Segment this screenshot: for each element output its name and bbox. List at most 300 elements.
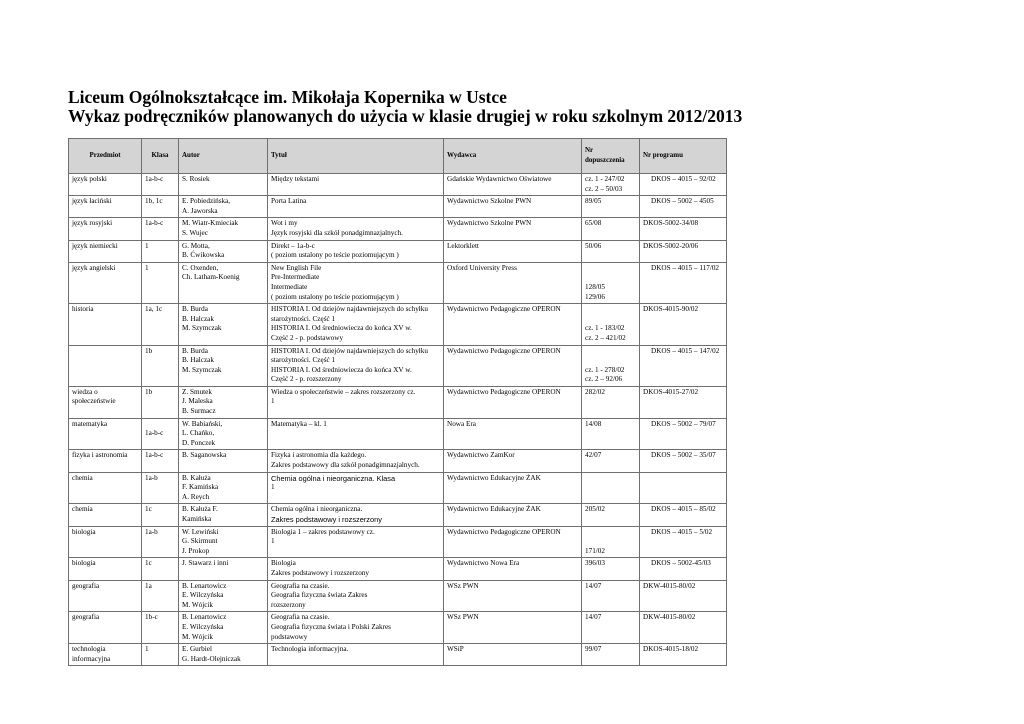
title-cell	[268, 450, 444, 472]
subject-cell	[69, 472, 142, 504]
program-number-text: DKW-4015-80/02	[643, 581, 696, 590]
publisher-cell	[444, 386, 582, 418]
approval-number-cell	[582, 644, 640, 666]
title-cell-line: Geografia fizyczna świata i Polski Zakres	[271, 622, 391, 631]
title-cell-line: 1	[271, 483, 275, 492]
class-cell	[142, 174, 179, 196]
class-cell	[142, 526, 179, 558]
publisher-cell	[444, 612, 582, 644]
class-cell	[142, 345, 179, 386]
author-cell-line: E. Gurbiel	[182, 645, 212, 654]
title-cell-line: ( poziom ustalony po teście poziomującym )	[271, 251, 399, 260]
list-title: Wykaz podręczników planowanych do użycia w klasie drugiej w roku szkolnym 2012/2013	[68, 106, 743, 126]
program-number-text: DKOS-4015-90/02	[643, 305, 699, 314]
title-cell-line: Wiedza o społeczeństwie – zakres rozszerzony cz.	[271, 387, 416, 396]
subject-cell-line: historia	[72, 305, 94, 314]
class-cell	[142, 644, 179, 666]
program-number-cell	[640, 558, 727, 580]
program-number-cell	[640, 240, 727, 262]
program-number-cell	[640, 418, 727, 450]
header-publisher: Wydawca	[444, 139, 582, 174]
program-number-cell	[640, 472, 727, 504]
author-cell-line: S. Rosiek	[182, 175, 210, 183]
publisher-cell-line: Wydawnictwo Szkolne PWN	[447, 197, 532, 206]
class-cell-line: 1a-b-c	[145, 429, 164, 438]
program-number-text: DKOS – 5002 – 4505	[651, 197, 714, 206]
class-cell-line: 1a	[145, 581, 152, 590]
table-row	[69, 240, 727, 262]
subject-cell-line: język łaciński	[72, 197, 112, 206]
title-cell-line: HISTORIA I. Od średniowiecza do końca XV w.	[271, 365, 412, 374]
title-cell-line: podstawowy	[271, 632, 308, 641]
class-cell	[142, 580, 179, 612]
approval-number-cell-line: 14/08	[585, 419, 602, 428]
author-cell-line: B. Burda	[182, 346, 208, 355]
title-cell	[268, 262, 444, 303]
approval-number-cell-line: 65/08	[585, 219, 602, 228]
program-number-cell	[640, 612, 727, 644]
approval-number-cell	[582, 174, 640, 196]
approval-number-cell-line: 282/02	[585, 387, 605, 396]
title-cell	[268, 196, 444, 218]
publisher-cell-line: Nowa Era	[447, 419, 476, 428]
title-cell-line: rozszerzony	[271, 600, 306, 609]
subject-cell	[69, 526, 142, 558]
class-cell-line: 1a-b-c	[145, 175, 164, 183]
table-body	[69, 174, 727, 666]
header-approval-number	[582, 139, 640, 174]
title-cell-line: Zakres podstawowy i rozszerzony	[271, 515, 382, 524]
approval-number-cell-line: 396/03	[585, 559, 605, 568]
program-number-text: DKOS-5002-34/08	[643, 219, 699, 228]
program-number-text: DKOS – 4015 – 85/02	[651, 505, 716, 514]
class-cell	[142, 240, 179, 262]
class-cell	[142, 612, 179, 644]
author-cell-line: M. Szymczak	[182, 365, 222, 374]
title-cell-line: Pre-Intermediate	[271, 273, 320, 282]
document-header	[68, 88, 742, 126]
approval-number-cell	[582, 580, 640, 612]
author-cell	[179, 218, 268, 240]
approval-number-cell	[582, 504, 640, 526]
title-cell-line: Chemia ogólna i nieorganiczna.	[271, 505, 363, 514]
publisher-cell	[444, 304, 582, 345]
author-cell	[179, 418, 268, 450]
class-cell-line: 1b	[145, 387, 153, 396]
publisher-cell	[444, 504, 582, 526]
approval-number-cell-line: 50/06	[585, 241, 602, 250]
subject-cell-line: fizyka i astronomia	[72, 451, 128, 460]
subject-cell-line: język rosyjski	[72, 219, 113, 228]
publisher-cell-line: Wydawnictwo Pedagogiczne OPERON	[447, 387, 561, 396]
class-cell-line: 1a-b-c	[145, 451, 164, 460]
subject-cell-line: język polski	[72, 175, 107, 183]
publisher-cell	[444, 558, 582, 580]
subject-cell	[69, 174, 142, 196]
publisher-cell	[444, 418, 582, 450]
program-number-cell	[640, 196, 727, 218]
program-number-text: DKOS-5002-20/06	[643, 241, 699, 250]
class-cell	[142, 304, 179, 345]
title-cell-line: Intermediate	[271, 282, 308, 291]
title-cell	[268, 218, 444, 240]
title-cell	[268, 240, 444, 262]
program-number-cell	[640, 218, 727, 240]
program-number-cell	[640, 504, 727, 526]
approval-number-cell-line: 99/07	[585, 645, 602, 654]
approval-number-cell	[582, 418, 640, 450]
author-cell-line: Kamińska	[182, 515, 212, 523]
subject-cell-line: język niemiecki	[72, 241, 118, 250]
publisher-cell-line: WSiP	[447, 645, 464, 654]
school-title: Liceum Ogólnokształcące im. Mikołaja Kopernika w Ustce	[68, 87, 507, 107]
publisher-cell-line: Wydawnictwo Nowa Era	[447, 559, 520, 568]
title-cell-line: Zakres podstawowy dla szkół ponadgimnazjalnych.	[271, 461, 420, 470]
table-row	[69, 472, 727, 504]
title-cell-line: HISTORIA I. Od dziejów najdawniejszych do schyłku	[271, 305, 428, 314]
class-cell	[142, 418, 179, 450]
title-cell-line: Fizyka i astronomia dla każdego.	[271, 451, 367, 460]
class-cell	[142, 386, 179, 418]
program-number-cell	[640, 526, 727, 558]
title-cell	[268, 304, 444, 345]
title-cell	[268, 644, 444, 666]
class-cell-line: 1b-c	[145, 613, 158, 622]
header-approval-line2: dopuszczenia	[585, 156, 625, 164]
title-cell-line: HISTORIA I. Od średniowiecza do końca XV w.	[271, 324, 412, 333]
author-cell-line: D. Ponczek	[182, 438, 216, 447]
author-cell	[179, 580, 268, 612]
title-cell-line: New English File	[271, 263, 322, 272]
class-cell	[142, 262, 179, 303]
title-cell	[268, 526, 444, 558]
approval-number-cell	[582, 558, 640, 580]
approval-number-cell-line: cz. 1 - 247/02	[585, 175, 625, 183]
title-cell-line: HISTORIA I. Od dziejów najdawniejszych do schyłku	[271, 346, 428, 355]
subject-cell-line: geografia	[72, 581, 100, 590]
author-cell-line: M. Szymczak	[182, 324, 222, 333]
title-cell	[268, 418, 444, 450]
class-cell	[142, 558, 179, 580]
author-cell	[179, 345, 268, 386]
table-row	[69, 304, 727, 345]
author-cell	[179, 174, 268, 196]
program-number-text: DKOS – 4015 – 5/02	[651, 527, 713, 536]
program-number-cell	[640, 345, 727, 386]
approval-number-cell	[582, 472, 640, 504]
title-cell-line: Porta Latina	[271, 197, 307, 206]
program-number-cell	[640, 644, 727, 666]
subject-cell-line: wiedza o	[72, 387, 98, 396]
author-cell-line: B. Lenartowicz	[182, 613, 227, 622]
approval-number-cell-line: cz. 1 - 183/02	[585, 324, 625, 333]
program-number-cell	[640, 304, 727, 345]
author-cell-line: M. Wójcik	[182, 600, 214, 609]
header-program-number: Nr programu	[640, 139, 727, 174]
approval-number-cell-line: cz. 2 – 92/06	[585, 375, 623, 384]
publisher-cell-line: Wydawnictwo Pedagogiczne OPERON	[447, 527, 561, 536]
title-cell-line: ( poziom ustalony po teście poziomującym )	[271, 292, 399, 301]
subject-cell	[69, 580, 142, 612]
class-cell	[142, 504, 179, 526]
publisher-cell	[444, 196, 582, 218]
approval-number-cell	[582, 240, 640, 262]
subject-cell	[69, 612, 142, 644]
subject-cell	[69, 418, 142, 450]
program-number-text: DKOS – 5002-45/03	[651, 559, 711, 568]
author-cell-line: B. Halczak	[182, 356, 214, 365]
textbook-table	[68, 138, 727, 666]
publisher-cell-line: Wydawnictwo ZamKor	[447, 451, 515, 460]
publisher-cell	[444, 580, 582, 612]
class-cell-line: 1a-b	[145, 473, 158, 482]
author-cell	[179, 386, 268, 418]
publisher-cell-line: Wydawnictwo Edukacyjne ŻAK	[447, 473, 541, 482]
title-cell-line: Wot i my	[271, 219, 298, 228]
approval-number-cell	[582, 450, 640, 472]
author-cell	[179, 612, 268, 644]
subject-cell-line: chemia	[72, 505, 93, 514]
program-number-cell	[640, 262, 727, 303]
table-row	[69, 418, 727, 450]
table-row	[69, 504, 727, 526]
class-cell-line: 1a-b	[145, 527, 158, 536]
program-number-cell	[640, 580, 727, 612]
approval-number-cell-line: 205/02	[585, 505, 605, 514]
table-header-row	[69, 139, 727, 174]
title-cell-line: Technologia informacyjna.	[271, 645, 349, 654]
program-number-text: DKOS-4015-18/02	[643, 645, 699, 654]
approval-number-cell-line: 42/07	[585, 451, 602, 460]
table-row	[69, 450, 727, 472]
subject-cell-line: chemia	[72, 473, 93, 482]
subject-cell-line: informacyjna	[72, 654, 111, 663]
author-cell-line: E. Pobiedzińska,	[182, 197, 231, 206]
publisher-cell	[444, 644, 582, 666]
title-cell	[268, 558, 444, 580]
table-row	[69, 218, 727, 240]
publisher-cell	[444, 174, 582, 196]
author-cell-line: S. Wujec	[182, 228, 208, 237]
title-cell-line: Geografia na czasie.	[271, 581, 330, 590]
approval-number-cell-line: 171/02	[585, 546, 605, 555]
class-cell	[142, 472, 179, 504]
author-cell-line: E. Wilczyńska	[182, 591, 224, 600]
publisher-cell	[444, 526, 582, 558]
program-number-cell	[640, 450, 727, 472]
subject-cell-line: biologia	[72, 559, 96, 568]
program-number-text: DKW-4015-80/02	[643, 613, 696, 622]
publisher-cell	[444, 472, 582, 504]
subject-cell-line: biologia	[72, 527, 96, 536]
author-cell-line: B. Lenartowicz	[182, 581, 227, 590]
title-cell-line: Zakres podstawowy i rozszerzony	[271, 568, 369, 577]
approval-number-cell	[582, 526, 640, 558]
author-cell-line: C. Oxenden,	[182, 263, 219, 272]
publisher-cell-line: Wydawnictwo Pedagogiczne OPERON	[447, 305, 561, 314]
author-cell	[179, 240, 268, 262]
approval-number-cell-line: 89/05	[585, 197, 602, 206]
title-cell	[268, 612, 444, 644]
author-cell-line: J. Stawarz i inni	[182, 559, 229, 568]
subject-cell	[69, 345, 142, 386]
approval-number-cell-line: cz. 1 - 278/02	[585, 365, 625, 374]
author-cell	[179, 196, 268, 218]
author-cell-line: L. Chańko,	[182, 429, 215, 438]
publisher-cell-line: Wydawnictwo Szkolne PWN	[447, 219, 532, 228]
approval-number-cell-line: cz. 2 – 421/02	[585, 333, 626, 342]
program-number-cell	[640, 174, 727, 196]
author-cell-line: B. Halczak	[182, 314, 214, 323]
subject-cell-line: język angielski	[72, 263, 116, 272]
header-approval-line1: Nr	[585, 146, 594, 155]
class-cell	[142, 450, 179, 472]
publisher-cell-line: Oxford University Press	[447, 263, 517, 272]
title-cell-line: Część 2 - p. rozszerzony	[271, 375, 342, 384]
title-cell-line: Biologia	[271, 559, 296, 568]
subject-cell	[69, 304, 142, 345]
author-cell	[179, 526, 268, 558]
author-cell-line: G. Motta,	[182, 241, 210, 250]
author-cell	[179, 558, 268, 580]
title-cell-line: Geografia fizyczna świata Zakres	[271, 591, 368, 600]
subject-cell	[69, 558, 142, 580]
author-cell-line: E. Wilczyńska	[182, 622, 224, 631]
title-cell-line: Matematyka – kl. 1	[271, 419, 327, 428]
publisher-cell-line: WSz PWN	[447, 613, 479, 622]
author-cell	[179, 262, 268, 303]
publisher-cell-line: Lektorklett	[447, 241, 479, 250]
approval-number-cell-line: 14/07	[585, 613, 602, 622]
author-cell	[179, 644, 268, 666]
subject-cell-line: społeczeństwie	[72, 397, 116, 406]
publisher-cell	[444, 262, 582, 303]
table-row	[69, 386, 727, 418]
publisher-cell-line: Wydawnictwo Pedagogiczne OPERON	[447, 346, 561, 355]
header-author: Autor	[179, 139, 268, 174]
approval-number-cell	[582, 612, 640, 644]
approval-number-cell	[582, 196, 640, 218]
author-cell-line: B. Surmacz	[182, 407, 216, 416]
author-cell	[179, 450, 268, 472]
program-number-text: DKOS – 5002 – 35/07	[651, 451, 716, 460]
subject-cell-line: geografia	[72, 613, 100, 622]
publisher-cell-line: WSz PWN	[447, 581, 479, 590]
title-cell	[268, 472, 444, 504]
title-cell-line: Biologia 1 – zakres podstawowy cz.	[271, 527, 375, 536]
subject-cell	[69, 196, 142, 218]
approval-number-cell-line: 129/06	[585, 292, 605, 301]
title-cell-line: Direkt – 1a-b-c	[271, 241, 315, 250]
title-cell-line: Język rosyjski dla szkół ponadgimnazjalnych.	[271, 228, 403, 237]
approval-number-cell	[582, 345, 640, 386]
program-number-text: DKOS-4015-27/02	[643, 387, 699, 396]
class-cell-line: 1b, 1c	[145, 197, 163, 206]
table-row	[69, 196, 727, 218]
author-cell-line: J. Prokop	[182, 546, 210, 555]
subject-cell	[69, 262, 142, 303]
class-cell-line: 1	[145, 241, 149, 250]
title-cell	[268, 580, 444, 612]
title-cell-line: 1	[271, 537, 275, 546]
title-cell-line: 1	[271, 397, 275, 406]
table-row	[69, 345, 727, 386]
publisher-cell-line: Gdańskie Wydawnictwo Oświatowe	[447, 175, 552, 183]
author-cell-line: B. Burda	[182, 305, 208, 314]
approval-number-cell	[582, 218, 640, 240]
class-cell-line: 1a, 1c	[145, 305, 163, 314]
program-number-text: DKOS – 5002 – 79/07	[651, 419, 716, 428]
approval-number-cell	[582, 262, 640, 303]
table-row	[69, 174, 727, 196]
author-cell-line: G. Hardt-Olejniczak	[182, 654, 241, 663]
author-cell-line: B. Ćwikowska	[182, 251, 225, 260]
author-cell-line: W. Babiański,	[182, 419, 223, 428]
class-cell	[142, 218, 179, 240]
author-cell-line: B. Kałuża F.	[182, 505, 218, 514]
program-number-text: DKOS – 4015 – 147/02	[651, 346, 720, 355]
program-number-text: DKOS – 4015 – 92/02	[651, 175, 716, 183]
header-subject: Przedmiot	[69, 139, 142, 174]
subject-cell	[69, 644, 142, 666]
approval-number-cell-line: 14/07	[585, 581, 602, 590]
author-cell-line: Z. Smutek	[182, 387, 212, 396]
author-cell-line: M. Wójcik	[182, 632, 214, 641]
subject-cell-line: technologia	[72, 645, 106, 654]
author-cell	[179, 504, 268, 526]
class-cell-line: 1	[145, 645, 149, 654]
title-cell-line: starożytności. Część 1	[271, 314, 336, 323]
class-cell-line: 1c	[145, 559, 152, 568]
program-number-cell	[640, 386, 727, 418]
publisher-cell	[444, 218, 582, 240]
table-row	[69, 612, 727, 644]
author-cell-line: J. Maleska	[182, 397, 213, 406]
author-cell-line: A. Reych	[182, 492, 210, 501]
class-cell-line: 1a-b-c	[145, 219, 164, 228]
table-row	[69, 644, 727, 666]
title-cell	[268, 504, 444, 526]
publisher-cell-line: Wydawnictwo Edukacyjne ŻAK	[447, 505, 541, 514]
program-number-text: DKOS – 4015 – 117/02	[651, 263, 720, 272]
approval-number-cell-line: 128/05	[585, 282, 605, 291]
publisher-cell	[444, 240, 582, 262]
title-cell-line: Część 2 - p. podstawowy	[271, 333, 344, 342]
header-class: Klasa	[142, 139, 179, 174]
author-cell-line: W. Lewiński	[182, 527, 219, 536]
header-title: Tytuł	[268, 139, 444, 174]
class-cell-line: 1	[145, 263, 149, 272]
subject-cell-line: matematyka	[72, 419, 108, 428]
table-row	[69, 580, 727, 612]
author-cell-line: A. Jaworska	[182, 206, 218, 215]
author-cell	[179, 472, 268, 504]
subject-cell	[69, 504, 142, 526]
author-cell-line: M. Wiatr-Kmieciak	[182, 219, 239, 228]
subject-cell	[69, 218, 142, 240]
author-cell	[179, 304, 268, 345]
class-cell-line: 1b	[145, 346, 153, 355]
title-cell-line: Między tekstami	[271, 175, 320, 183]
author-cell-line: Ch. Latham-Koenig	[182, 273, 240, 282]
title-cell-line: starożytności. Część 1	[271, 356, 336, 365]
class-cell	[142, 196, 179, 218]
title-cell-line: Geografia na czasie.	[271, 613, 330, 622]
subject-cell	[69, 450, 142, 472]
title-cell	[268, 174, 444, 196]
author-cell-line: B. Saganowska	[182, 451, 227, 460]
title-cell	[268, 345, 444, 386]
